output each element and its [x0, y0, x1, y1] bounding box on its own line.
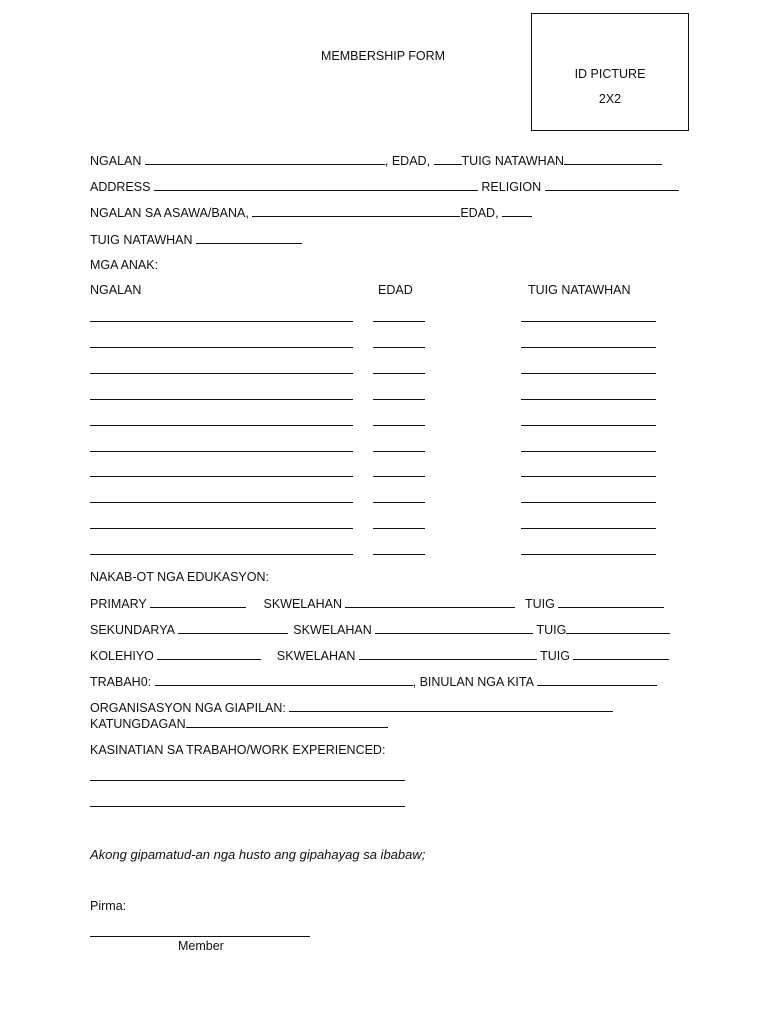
child-edad-line[interactable]	[373, 373, 425, 374]
edad-label: , EDAD,	[384, 154, 431, 168]
secondary-school-line[interactable]	[375, 622, 533, 634]
child-tuig-line[interactable]	[521, 554, 656, 555]
spouse-edad-label: EDAD,	[460, 206, 499, 220]
row-address	[90, 179, 679, 195]
position-label: KATUNGDAGAN	[90, 717, 186, 731]
id-picture-size: 2X2	[598, 92, 622, 106]
signature-line[interactable]	[90, 936, 310, 937]
religion-label: RELIGION	[481, 180, 542, 194]
child-tuig-line[interactable]	[521, 373, 656, 374]
secondary-label: SEKUNDARYA	[90, 623, 175, 637]
college-year-line[interactable]	[573, 648, 669, 660]
child-name-line[interactable]	[90, 399, 353, 400]
child-edad-line[interactable]	[373, 347, 425, 348]
child-tuig-line[interactable]	[521, 321, 656, 322]
org-line[interactable]	[289, 700, 613, 712]
child-edad-line[interactable]	[373, 528, 425, 529]
row-organisasyon	[90, 700, 613, 716]
income-label: , BINULAN NGA KITA	[412, 675, 534, 689]
education-row-secondary	[90, 622, 670, 638]
child-edad-line[interactable]	[373, 451, 425, 452]
primary-label: PRIMARY	[90, 597, 147, 611]
spouse-tuig-line[interactable]	[196, 232, 302, 244]
education-row-college	[90, 648, 669, 664]
children-header-name: NGALAN	[90, 283, 142, 297]
spouse-line[interactable]	[252, 205, 460, 217]
primary-school-line[interactable]	[345, 596, 515, 608]
certification-text: Akong gipamatud-an nga husto ang gipahayag sa ibabaw;	[90, 847, 426, 862]
child-name-line[interactable]	[90, 347, 353, 348]
children-heading: MGA ANAK:	[90, 258, 159, 272]
row-trabaho	[90, 674, 657, 690]
signature-label: Pirma:	[90, 899, 127, 913]
spouse-label: NGALAN SA ASAWA/BANA,	[90, 206, 249, 220]
id-picture-box	[531, 13, 689, 131]
primary-line[interactable]	[150, 596, 246, 608]
child-tuig-line[interactable]	[521, 528, 656, 529]
college-school-label: SKWELAHAN	[276, 649, 356, 663]
child-edad-line[interactable]	[373, 502, 425, 503]
address-label: ADDRESS	[90, 180, 151, 194]
child-tuig-line[interactable]	[521, 347, 656, 348]
education-row-primary	[90, 596, 664, 612]
form-title: MEMBERSHIP FORM	[321, 49, 446, 63]
child-name-line[interactable]	[90, 451, 353, 452]
edad-line[interactable]	[434, 153, 462, 165]
child-edad-line[interactable]	[373, 425, 425, 426]
education-heading: NAKAB-OT NGA EDUKASYON:	[90, 570, 269, 584]
child-edad-line[interactable]	[373, 554, 425, 555]
signature-role: Member	[178, 939, 224, 953]
child-name-line[interactable]	[90, 528, 353, 529]
trabaho-line[interactable]	[155, 674, 413, 686]
child-tuig-line[interactable]	[521, 502, 656, 503]
row-spouse-tuig	[90, 232, 302, 248]
secondary-line[interactable]	[178, 622, 288, 634]
secondary-year-label: TUIG	[536, 623, 567, 637]
religion-line[interactable]	[545, 179, 679, 191]
college-label: KOLEHIYO	[90, 649, 154, 663]
experience-line-2[interactable]	[90, 806, 405, 807]
experience-heading: KASINATIAN SA TRABAHO/WORK EXPERIENCED:	[90, 743, 386, 757]
child-name-line[interactable]	[90, 373, 353, 374]
secondary-school-label: SKWELAHAN	[293, 623, 372, 637]
children-header-edad: EDAD	[378, 283, 413, 297]
child-edad-line[interactable]	[373, 321, 425, 322]
secondary-year-line[interactable]	[566, 622, 670, 634]
primary-year-line[interactable]	[558, 596, 664, 608]
experience-line-1[interactable]	[90, 780, 405, 781]
income-line[interactable]	[537, 674, 657, 686]
college-line[interactable]	[157, 648, 261, 660]
ngalan-label: NGALAN	[90, 154, 142, 168]
tuig-natawhan-label: TUIG NATAWHAN	[461, 154, 565, 168]
child-edad-line[interactable]	[373, 476, 425, 477]
org-label: ORGANISASYON NGA GIAPILAN:	[90, 701, 286, 715]
child-edad-line[interactable]	[373, 399, 425, 400]
child-name-line[interactable]	[90, 321, 353, 322]
primary-school-label: SKWELAHAN	[263, 597, 342, 611]
trabaho-label: TRABAH0:	[90, 675, 152, 689]
ngalan-line[interactable]	[145, 153, 385, 165]
child-tuig-line[interactable]	[521, 451, 656, 452]
child-name-line[interactable]	[90, 425, 353, 426]
tuig-natawhan-line[interactable]	[564, 153, 662, 165]
children-header-tuig: TUIG NATAWHAN	[528, 283, 631, 297]
college-school-line[interactable]	[359, 648, 537, 660]
row-katungdagan	[90, 716, 388, 732]
college-year-label: TUIG	[540, 649, 570, 663]
child-name-line[interactable]	[90, 554, 353, 555]
child-tuig-line[interactable]	[521, 399, 656, 400]
child-tuig-line[interactable]	[521, 425, 656, 426]
child-tuig-line[interactable]	[521, 476, 656, 477]
address-line[interactable]	[154, 179, 478, 191]
spouse-tuig-label: TUIG NATAWHAN	[90, 233, 193, 247]
row-spouse	[90, 205, 532, 221]
spouse-edad-line[interactable]	[502, 205, 532, 217]
id-picture-label: ID PICTURE	[574, 67, 646, 81]
child-name-line[interactable]	[90, 476, 353, 477]
child-name-line[interactable]	[90, 502, 353, 503]
row-ngalan	[90, 153, 662, 169]
position-line[interactable]	[186, 716, 388, 728]
primary-year-label: TUIG	[524, 597, 555, 611]
